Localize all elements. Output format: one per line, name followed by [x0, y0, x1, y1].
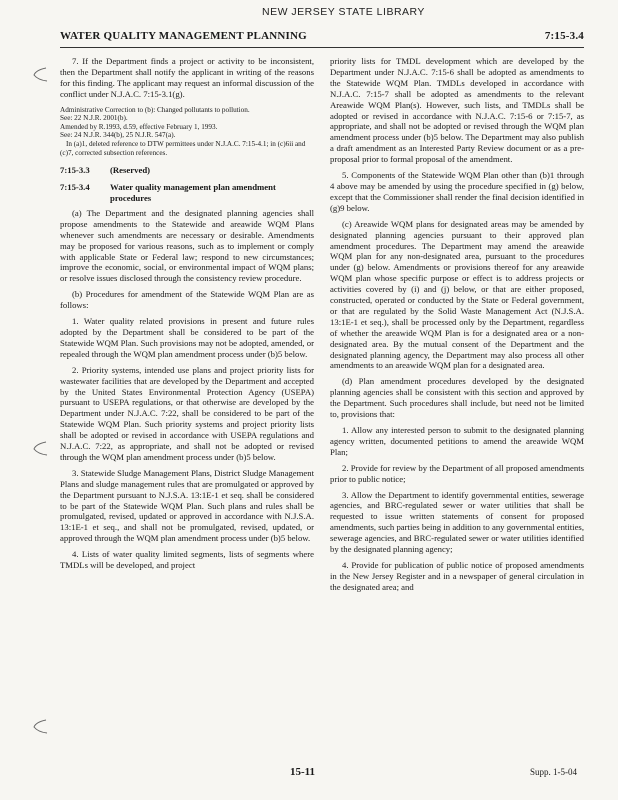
- header-rule: [60, 47, 584, 48]
- paragraph-c7: 7. If the Department finds a project or activity to be inconsistent, then the Department shall notify the applicant in writing of the reasons for this finding. The applicant may request an informal discussion of the conflict under N.J.A.C. 7:15-3.1(g).: [60, 56, 314, 99]
- paragraph-b4: 4. Lists of water quality limited segments, lists of segments where TMDLs will be developed, and project: [60, 549, 314, 571]
- library-stamp: NEW JERSEY STATE LIBRARY: [262, 6, 425, 18]
- paragraph-d4: 4. Provide for publication of public notice of proposed amendments in the New Jersey Register and in a newspaper of general circulation in the designated area; and: [330, 559, 584, 592]
- section-title: (Reserved): [110, 165, 151, 176]
- margin-clip-mark: [30, 66, 50, 84]
- paragraph-d1: 1. Allow any interested person to submit to the designated planning agency written, documented petitions to amend the areawide WQM Plan;: [330, 425, 584, 457]
- history-note: Administrative Correction to (b): Changed pollutants to pollution.: [60, 105, 250, 114]
- history-note: See: 22 N.J.R. 2001(b).: [60, 114, 128, 123]
- running-header: [60, 30, 584, 42]
- section-number: 7:15-3.4: [60, 182, 90, 193]
- paragraph-b3: 3. Statewide Sludge Management Plans, District Sludge Management Plans and sludge management rules that are promulgated or approved by the Department pursuant to N.J.S.A. 13:1E-1 et seq. shall be considered to be part of the Statewide WQM Plan. Such plans and rules shall be promulgated, revised, updated or approved in accordance with N.J.S.A. 13:1E-1 et seq., and shall not be promulgated, revised, updated, or approved through the WQM plan amendment process under (b)5 below.: [60, 467, 314, 544]
- history-notes: [60, 106, 314, 158]
- paragraph-b1: 1. Water quality related provisions in present and future rules adopted by the Department shall be considered to be part of the Statewide WQM Plan. Such provisions may not be adopted, amended, or repealed through the WQM plan amendment process under (b)5 below.: [60, 316, 314, 359]
- history-note: In (a)1, deleted reference to DTW permittees under N.J.A.C. 7:15-4.1; in (c)6ii and (c)7, corrected subsection references.: [60, 140, 306, 157]
- header-section-number: 7:15-3.4: [544, 30, 584, 42]
- paragraph-b: (b) Procedures for amendment of the Statewide WQM Plan are as follows:: [60, 289, 314, 311]
- section-heading-3-4: [60, 182, 314, 204]
- paragraph-a: (a) The Department and the designated planning agencies shall propose amendments to the Statewide and areawide WQM Plans whenever such amendments are necessary or desirable. Amendments may be proposed for various reasons, such as to implement or comply with applicable State or Federal law; respond to new circumstances; improve the economic, social, or environmental impact of WQM plans; or resolve issues disclosed through the consistency review procedure.: [60, 207, 314, 284]
- left-column: [60, 56, 314, 576]
- margin-clip-mark: [30, 718, 50, 736]
- history-note: Amended by R.1993, d.59, effective February 1, 1993.: [60, 122, 218, 131]
- page-number: 15-11: [290, 766, 316, 778]
- history-note: See: 24 N.J.R. 344(b), 25 N.J.R. 547(a).: [60, 131, 176, 140]
- paragraph-b2: 2. Priority systems, intended use plans and project priority lists for wastewater facilities that are developed by the Department and accepted by the United States Environmental Protection Agency (USEPA) pursuant to USEPA regulations, or that otherwise are developed by the Department under N.J.A.C. 7:22, shall be considered to be part of the Statewide WQM Plan. Such priority systems and project priority lists shall be adopted or revised in accordance with USEPA regulations and N.J.A.C. 7:22, as appropriate, and shall not be adopted or revised through the WQM plan amendment process under (b)5 below.: [60, 364, 314, 462]
- header-title: WATER QUALITY MANAGEMENT PLANNING: [60, 30, 307, 42]
- paragraph-c: (c) Areawide WQM plans for designated areas may be amended by designated planning agencies pursuant to their approved plan amendment procedures. The Department may amend the areawide WQM plan for any non-designated area, pursuant to the procedures under (g) below. Amendments or provisions thereof for any areawide WQM plan whose specific purpose or effect is to address projects or activities covered by (i) and (j) below, or that are either proposed, constructed, operated or conducted by the State or Federal government, or that are regulated by the Solid Waste Management Act (N.J.S.A. 13:1E-1 et seq.), shall be processed only by the Department, regardless of whether the areawide WQM Plan is for a designated area or a non-designated area. By the mutual consent of the Department and the designated planning agency, the Department may also process all other amendments to an areawide WQM plan for a designated area.: [330, 218, 584, 371]
- paragraph-b4-continued: priority lists for TMDL development which are developed by the Department under N.J.A.C. 7:15-6 shall be adopted as amendments to the Statewide WQM Plan. TMDLs developed in accordance with N.J.A.C. 7:15-7 shall be adopted as amendments to the relevant Areawide WQM Plan(s). However, such lists, and TMDLs shall be adopted or revised in accordance with N.J.A.C. 7:15-6 or 7:15-7, as appropriate, and shall not be adopted or revised through the WQM plan amendment process under (b)5 below. The Department may also publish a draft amendment as an Interested Party Review document or as a pre-proposal prior to formal proposal of the amendment.: [330, 56, 584, 165]
- section-number: 7:15-3.3: [60, 165, 90, 176]
- section-title: Water quality management plan amendment procedures: [110, 182, 276, 203]
- paragraph-d2: 2. Provide for review by the Department of all proposed amendments prior to public notice;: [330, 462, 584, 484]
- paragraph-d3: 3. Allow the Department to identify governmental entities, sewerage agencies, and BRC-regulated sewer or water utilities that shall be requested to issue written statements of consent for proposed amendments, such parties being in addition to any governmental entities, sewerage agencies, and BRC-regulated sewer or water utilities identified by the designated planning agency;: [330, 489, 584, 555]
- paragraph-b5: 5. Components of the Statewide WQM Plan other than (b)1 through 4 above may be amended by using the procedure specified in (g) below, except that the Commissioner shall render the final decision identified in (g)9 below.: [330, 170, 584, 213]
- supplement-date: Supp. 1-5-04: [530, 767, 577, 777]
- right-column: [330, 56, 584, 598]
- margin-clip-mark: [30, 440, 50, 458]
- section-heading-3-3: [60, 165, 314, 176]
- paragraph-d: (d) Plan amendment procedures developed by the designated planning agencies shall be consistent with this section and approved by the Department. Such procedures shall include, but need not be limited to, provisions that:: [330, 376, 584, 420]
